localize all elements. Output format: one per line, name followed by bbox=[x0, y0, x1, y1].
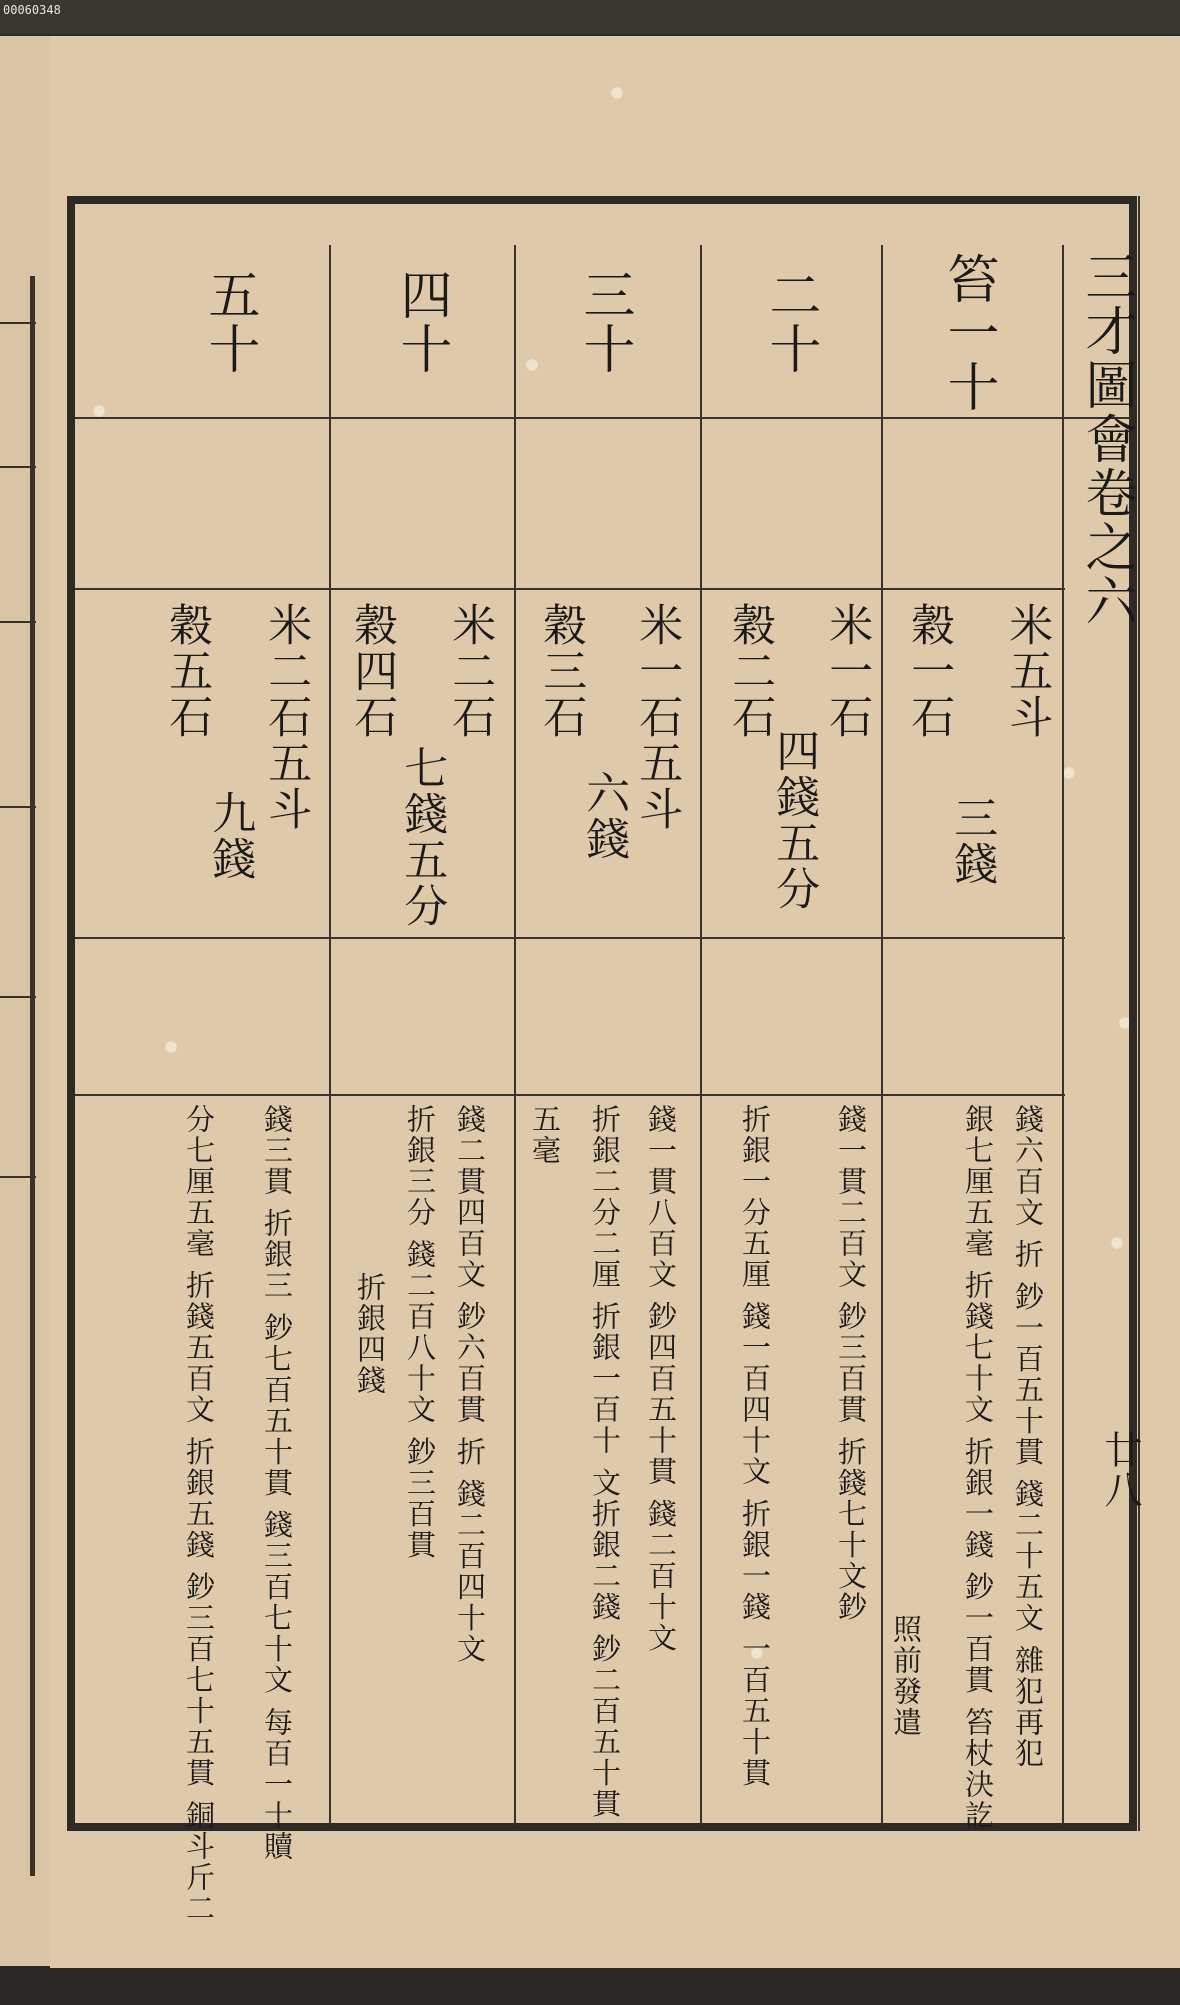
note-text: 折銀一分五厘 錢一百四十文 折銀一錢 一百五十貫 bbox=[738, 1104, 772, 1789]
left-page-rule bbox=[0, 322, 36, 324]
left-page-rule bbox=[0, 1176, 36, 1178]
left-page-rule bbox=[0, 806, 36, 808]
rank-label: 笞一十 bbox=[938, 252, 998, 414]
row-divider bbox=[75, 417, 1131, 419]
image-id-label: 00060348 bbox=[3, 3, 61, 17]
left-page-edge bbox=[0, 36, 52, 1966]
column-divider bbox=[329, 245, 331, 1825]
sentence-text: 穀四石 bbox=[346, 602, 398, 740]
note-text: 銀七厘五毫 折錢七十文 折銀一錢 鈔一百貫 笞杖決訖 bbox=[961, 1104, 995, 1831]
bottom-bar bbox=[0, 1968, 1180, 2005]
row-divider bbox=[75, 1094, 1065, 1096]
page-title: 三才圖會卷之六 bbox=[1076, 250, 1136, 628]
top-bar bbox=[0, 0, 1180, 34]
sentence-text: 六錢 bbox=[578, 770, 630, 862]
note-text: 錢二貫四百文 鈔六百貫 折 錢二百四十文 bbox=[453, 1104, 487, 1665]
left-page-rule bbox=[0, 996, 36, 998]
note-text: 錢六百文 折 鈔一百五十貫 錢二十五文 雜犯再犯 bbox=[1011, 1104, 1045, 1769]
row-divider bbox=[75, 588, 1065, 590]
rank-label: 四十 bbox=[391, 268, 451, 376]
note-text: 錢一貫八百文 鈔四百五十貫 錢二百十文 bbox=[644, 1104, 678, 1654]
note-text: 折銀四錢 bbox=[353, 1272, 387, 1396]
left-page-rule bbox=[0, 621, 36, 623]
sentence-text: 三錢 bbox=[946, 795, 998, 887]
column-divider bbox=[700, 245, 702, 1825]
note-text: 五毫 bbox=[528, 1104, 562, 1166]
sentence-text: 七錢五分 bbox=[396, 745, 448, 929]
sentence-text: 穀三石 bbox=[535, 602, 587, 740]
note-text: 錢一貫二百文 鈔三百貫 折錢七十文鈔 bbox=[834, 1104, 868, 1623]
sentence-text: 四錢五分 bbox=[768, 728, 820, 912]
note-text: 錢三貫 折銀三 鈔七百五十貫 錢三百七十文 每百一十贖 bbox=[260, 1104, 294, 1862]
worm-hole bbox=[610, 86, 624, 100]
sentence-text: 米二石 bbox=[444, 602, 496, 740]
column-divider bbox=[514, 245, 516, 1825]
note-text: 折銀三分 錢二百八十文 鈔三百貫 bbox=[403, 1104, 437, 1561]
sentence-text: 米五斗 bbox=[1001, 602, 1053, 740]
left-page-frame bbox=[30, 276, 35, 1876]
sentence-text: 穀二石 bbox=[724, 602, 776, 740]
note-text: 分七厘五毫 折錢五百文 折銀五錢 鈔三百七十五貫 銅斗斤二 bbox=[182, 1104, 216, 1924]
row-divider bbox=[75, 937, 1065, 939]
rank-label: 二十 bbox=[760, 268, 820, 376]
sentence-text: 米一石五斗 bbox=[631, 602, 683, 832]
note-text: 折銀二分二厘 折銀一百十 文折銀二錢 鈔二百五十貫 bbox=[588, 1104, 622, 1820]
note-text: 照前發遣 bbox=[889, 1614, 923, 1738]
sentence-text: 米二石五斗 bbox=[260, 602, 312, 832]
rank-label: 五十 bbox=[199, 268, 259, 376]
folio-number: 廿八 bbox=[1098, 1430, 1142, 1510]
rank-label: 三十 bbox=[574, 268, 634, 376]
column-divider bbox=[881, 245, 883, 1825]
column-divider bbox=[1062, 245, 1064, 1825]
left-page-rule bbox=[0, 466, 36, 468]
sentence-text: 穀五石 bbox=[161, 602, 213, 740]
sentence-text: 九錢 bbox=[204, 790, 256, 882]
sentence-text: 穀一石 bbox=[903, 602, 955, 740]
sentence-text: 米一石 bbox=[821, 602, 873, 740]
title-column-divider bbox=[1138, 196, 1140, 1831]
